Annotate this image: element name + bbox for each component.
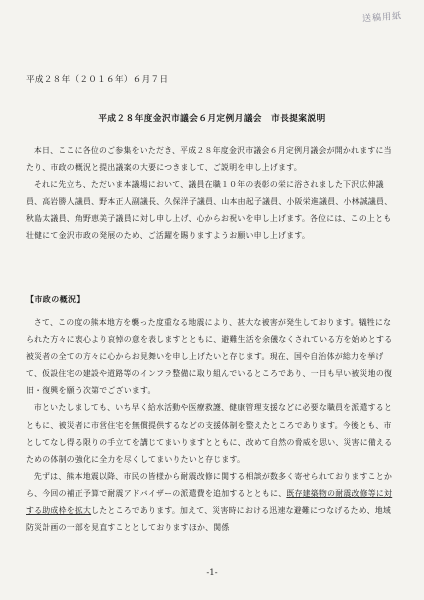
underlined-phrase: 既存建築物の耐震改修等に対する助成枠を拡大 (26, 488, 393, 516)
tribute-text-main: それに先立ち、ただいま本議場において、議員在職１０年の表彰の栄に浴されました下沢広伸議員、高岩勝人議員、野本正人副議長、久保洋子議員、山本由起子議員、小阪栄進議員、小林誠議員、秋島太議員、角野恵美子議員に対し申し上げ、心からお祝いを申し上げます。各位には、この上とも壮健にて金沢市政の発展のため、ご活躍を賜りますようお願い申し上げます。 (26, 180, 393, 241)
tribute-text (26, 176, 398, 244)
outline-paragraph-1: さて、この度の熊本地方を襲った度重なる地震により、甚大な被害が発生しております。犠牲になられた方々に衷心より哀悼の意を表しますとともに、避難生活を余儀なくされている方を始めとする被災者の全ての方々に心からお見舞いを申し上げたいと存じます。現在、国や自治体が総力を挙げて、仮設住宅の建設や道路等のインフラ整備に取り組んでいるところであり、一日も早い被災地の復旧・復興を願う次第でございます。 (26, 318, 393, 396)
outline-section (26, 314, 398, 536)
tribute-paragraph (26, 176, 398, 244)
outline-paragraph-2: 市といたしましても、いち早く給水活動や医療救護、健康管理支援などに必要な職員を派遣するとともに、被災者に市営住宅を無償提供するなどの支援体制を整えたところであります。今後とも、市としてなし得る限りの手立てを講じてまいりますとともに、改めて自然の脅威を思い、災害に備えるための体制の強化に全力を尽くしてまいりたいと存じます。 (26, 403, 393, 464)
section-heading: 【市政の概況】 (26, 294, 85, 304)
handwritten-stamp: 送稿用紙 (361, 11, 403, 25)
page-number: -1- (206, 568, 218, 578)
greeting-paragraph (26, 142, 398, 176)
outline-paragraph-3-part-a: 先ずは、熊本地震以降、市民の皆様から耐震改修に関する相談が数多く寄せられておりますことから、今回の補正予算で耐震アドバイザーの派遣費を追加するとともに、 (26, 471, 393, 498)
outline-paragraph-3-part-c: したところであります。加えて、災害時における迅速な避難につなげるため、地域防災計画の一部を見直すこととしておりますほか、関係 (26, 506, 392, 533)
outline-paragraph-3 (26, 468, 398, 536)
document-date: 平成２８年（２０１６年）６月７日 (26, 75, 169, 85)
greeting-text: 本日、ここに各位のご参集をいただき、平成２８年度金沢市議会６月定例月議会が開かれますに当たり、市政の概況と提出議案の大要につきまして、ご説明を申し上げます。 (26, 146, 392, 173)
document-title: 平成２８年度金沢市議会６月定例月議会 市長提案説明 (98, 114, 326, 124)
